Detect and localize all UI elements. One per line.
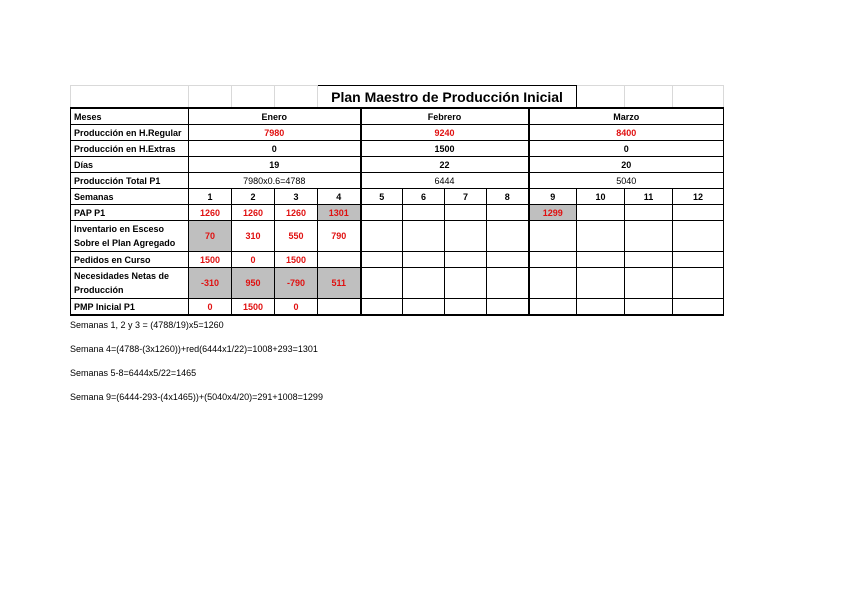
pedidos-cell: 0	[232, 252, 275, 268]
label-dias: Días	[71, 157, 189, 173]
week-cell: 3	[275, 189, 318, 205]
pmp-row	[71, 299, 724, 316]
month-febrero: Febrero	[361, 108, 529, 125]
inventario-cell: 70	[189, 221, 232, 252]
necesidades-row	[71, 268, 724, 299]
month-marzo: Marzo	[529, 108, 724, 125]
necesidades-cell: 511	[318, 268, 361, 299]
months-row	[71, 108, 724, 125]
note-line: Semana 4=(4788-(3x1260))+red(6444x1/22)=1008+293=1301	[70, 344, 318, 354]
pmp-cell: 1500	[232, 299, 275, 316]
week-cell: 8	[487, 189, 529, 205]
pap-cell: 1260	[275, 205, 318, 221]
pedidos-cell: 1500	[189, 252, 232, 268]
week-cell: 5	[361, 189, 403, 205]
extras-enero: 0	[189, 141, 361, 157]
inventario-cell: 550	[275, 221, 318, 252]
dias-febrero: 22	[361, 157, 529, 173]
pap-cell	[361, 205, 403, 221]
extras-row	[71, 141, 724, 157]
week-cell: 2	[232, 189, 275, 205]
weeks-row	[71, 189, 724, 205]
label-pmp: PMP Inicial P1	[71, 299, 189, 316]
necesidades-cell: -790	[275, 268, 318, 299]
inventario-cell: 310	[232, 221, 275, 252]
total-febrero: 6444	[361, 173, 529, 189]
total-row	[71, 173, 724, 189]
label-extras: Producción en H.Extras	[71, 141, 189, 157]
pap-cell: 1260	[232, 205, 275, 221]
label-pap: PAP P1	[71, 205, 189, 221]
total-marzo: 5040	[529, 173, 724, 189]
pap-cell	[445, 205, 487, 221]
pap-row	[71, 205, 724, 221]
regular-enero: 7980	[189, 125, 361, 141]
pap-cell: 1299	[529, 205, 577, 221]
week-cell: 1	[189, 189, 232, 205]
regular-febrero: 9240	[361, 125, 529, 141]
label-semanas: Semanas	[71, 189, 189, 205]
pap-cell	[673, 205, 724, 221]
note-line: Semanas 5-8=6444x5/22=1465	[70, 368, 197, 378]
inventario-cell: 790	[318, 221, 361, 252]
week-cell: 6	[403, 189, 445, 205]
pap-cell	[487, 205, 529, 221]
necesidades-cell: -310	[189, 268, 232, 299]
note-line: Semana 9=(6444-293-(4x1465))+(5040x4/20)=291+1008=1299	[70, 392, 323, 402]
page-title: Plan Maestro de Producción Inicial	[318, 86, 577, 109]
label-total: Producción Total P1	[71, 173, 189, 189]
label-inventario: Inventario en Esceso Sobre el Plan Agregado	[71, 221, 189, 252]
label-pedidos: Pedidos en Curso	[71, 252, 189, 268]
week-cell: 9	[529, 189, 577, 205]
dias-marzo: 20	[529, 157, 724, 173]
pmp-cell: 0	[275, 299, 318, 316]
month-enero: Enero	[189, 108, 361, 125]
label-necesidades: Necesidades Netas de Producción	[71, 268, 189, 299]
pedidos-cell: 1500	[275, 252, 318, 268]
week-cell: 11	[625, 189, 673, 205]
production-plan-table	[70, 85, 724, 316]
week-cell: 10	[577, 189, 625, 205]
dias-row	[71, 157, 724, 173]
total-enero: 7980x0.6=4788	[189, 173, 361, 189]
title-row	[71, 86, 724, 109]
calculation-notes	[70, 318, 323, 414]
week-cell: 7	[445, 189, 487, 205]
pap-cell	[577, 205, 625, 221]
pap-cell: 1260	[189, 205, 232, 221]
dias-enero: 19	[189, 157, 361, 173]
pap-cell	[625, 205, 673, 221]
label-meses: Meses	[71, 108, 189, 125]
pap-cell	[403, 205, 445, 221]
extras-marzo: 0	[529, 141, 724, 157]
pedidos-row	[71, 252, 724, 268]
week-cell: 12	[673, 189, 724, 205]
regular-row	[71, 125, 724, 141]
pap-cell: 1301	[318, 205, 361, 221]
regular-marzo: 8400	[529, 125, 724, 141]
extras-febrero: 1500	[361, 141, 529, 157]
label-regular: Producción en H.Regular	[71, 125, 189, 141]
inventario-row	[71, 221, 724, 252]
pmp-cell: 0	[189, 299, 232, 316]
note-line: Semanas 1, 2 y 3 = (4788/19)x5=1260	[70, 320, 224, 330]
week-cell: 4	[318, 189, 361, 205]
necesidades-cell: 950	[232, 268, 275, 299]
